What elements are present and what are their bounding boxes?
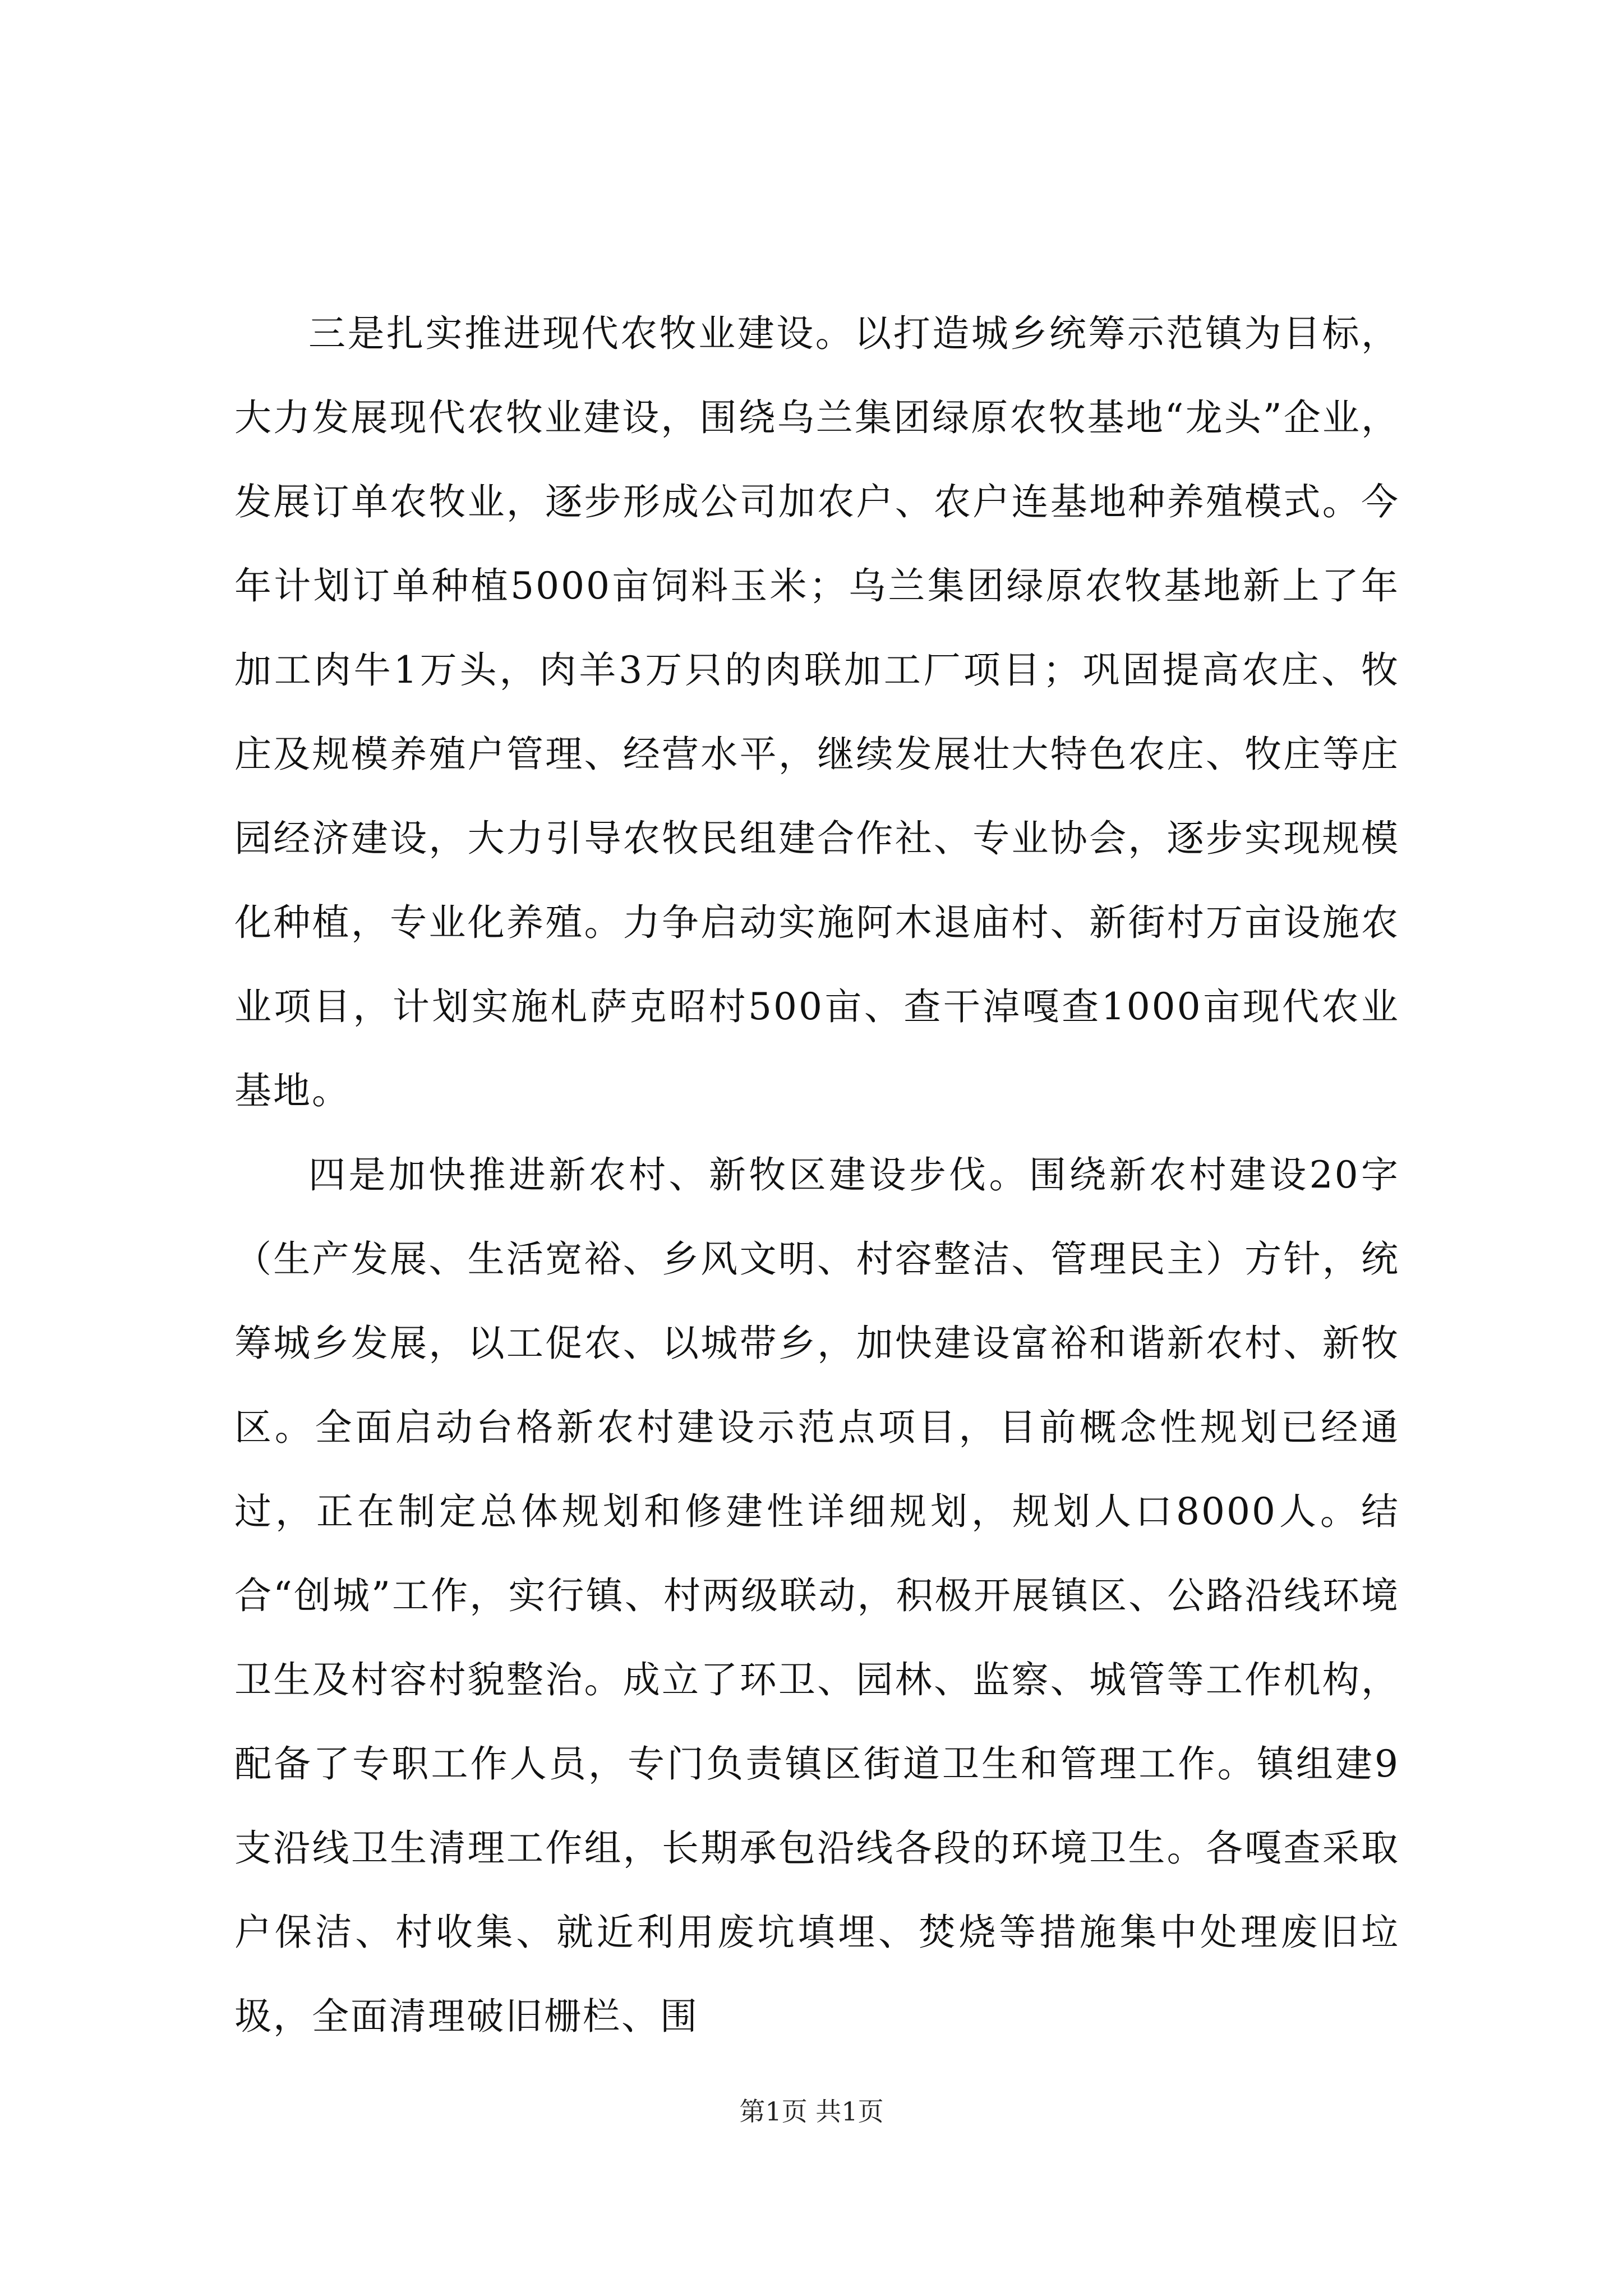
page-footer: 第1页 共1页 [739, 2096, 884, 2127]
paragraph-new-countryside: 四是加快推进新农村、新牧区建设步伐。围绕新农村建设20字（生产发展、生活宽裕、乡风文明、村容整洁、管理民主）方针，统筹城乡发展，以工促农、以城带乡，加快建设富裕和谐新农村、新牧区。全面启动台格新农村建设示范点项目，目前概念性规划已经通过，正在制定总体规划和修建性详细规划，规划人口8000人。结合“创城”工作，实行镇、村两级联动，积极开展镇区、公路沿线环境卫生及村容村貌整治。成立了环卫、园林、监察、城管等工作机构，配备了专职工作人员，专门负责镇区街道卫生和管理工作。镇组建9支沿线卫生清理工作组，长期承包沿线各段的环境卫生。各嘎查采取户保洁、村收集、就近利用废坑填埋、焚烧等措施集中处理废旧垃圾，全面清理破旧栅栏、围 [234, 1153, 1400, 2038]
document-body [234, 292, 1400, 2059]
paragraph-modern-agriculture: 三是扎实推进现代农牧业建设。以打造城乡统筹示范镇为目标，大力发展现代农牧业建设，围绕乌兰集团绿原农牧基地“龙头”企业，发展订单农牧业，逐步形成公司加农户、农户连基地种养殖模式。今年计划订单种植5000亩饲料玉米；乌兰集团绿原农牧基地新上了年加工肉牛1万头，肉羊3万只的肉联加工厂项目；巩固提高农庄、牧庄及规模养殖户管理、经营水平，继续发展壮大特色农庄、牧庄等庄园经济建设，大力引导农牧民组建合作社、专业协会，逐步实现规模化种植，专业化养殖。力争启动实施阿木退庙村、新街村万亩设施农业项目，计划实施札萨克昭村500亩、查干淖嘎查1000亩现代农业基地。 [234, 312, 1400, 1112]
